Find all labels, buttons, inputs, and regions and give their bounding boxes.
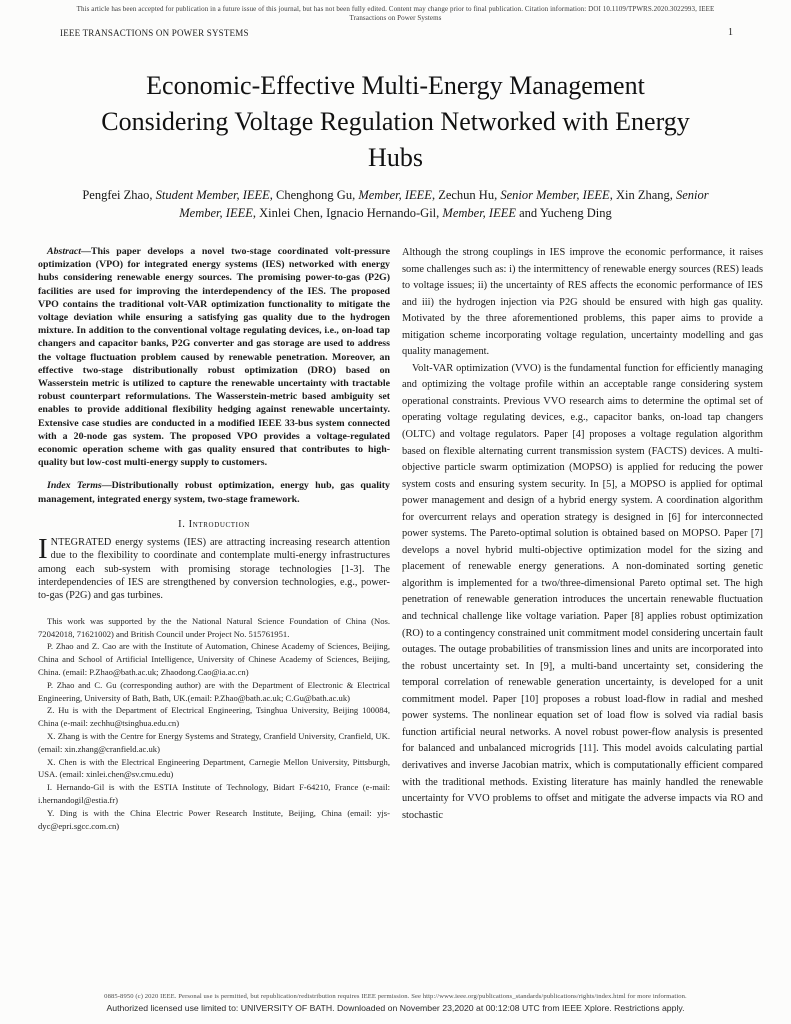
disclaimer-line-1: This article has been accepted for publication in a future issue of this journal, but has not been fully edited. Content may change prior to final publication. Citation information: DOI 10.1109/TPWRS.2020.3022993, IEEE <box>76 5 715 13</box>
section-heading-introduction: I. Introduction <box>178 518 250 530</box>
author-role: Senior Member, IEEE <box>500 188 610 202</box>
index-terms <box>38 479 390 505</box>
drop-cap: I <box>38 532 48 565</box>
copyright-line: 0885-8950 (c) 2020 IEEE. Personal use is permitted, but republication/redistribution requires IEEE permission. See http://www.ieee.org/publications_standards/publications/rights/index.html for more information. <box>104 993 687 1000</box>
acceptance-disclaimer <box>20 5 771 23</box>
footnote-zhao-cao: P. Zhao and Z. Cao are with the Institute of Automation, Chinese Academy of Sciences, Beijing, China and School of Artificial Intelligence, University of Chinese Academy of Sciences, Beijing, China. (email: P.Zhao@bath.ac.uk; Zhaodong.Cao@ia.ac.cn) <box>38 641 390 678</box>
author-line: Pengfei Zhao, Student Member, IEEE, Chenghong Gu, Member, IEEE, Zechun Hu, Senior Member, IEEE, Xin Zhang, Senior Member, IEEE, Xinlei Chen, Ignacio Hernando-Gil, Member, IEEE and Yucheng Ding <box>82 188 709 220</box>
author-role: Senior Member, IEEE <box>179 188 709 220</box>
author-name: Chenghong Gu <box>276 188 353 202</box>
running-head: IEEE TRANSACTIONS ON POWER SYSTEMS <box>60 28 249 38</box>
author-name: Xin Zhang <box>615 188 670 202</box>
footnote-funding: This work was supported by the the National Natural Science Foundation of China (Nos. 72042018, 71621002) and British Council under Project No. 515761951. <box>38 615 390 639</box>
footnote-ding: Y. Ding is with the China Electric Power Research Institute, Beijing, China (email: yjs-dyc@epri.sgcc.com.cn) <box>38 807 390 831</box>
abstract-dash: — <box>81 246 91 257</box>
footnote-zhang: X. Zhang is with the Centre for Energy Systems and Strategy, Cranfield University, Cranfield, UK. (email: xin.zhang@cranfield.ac.uk) <box>38 731 390 754</box>
author-role: Member, IEEE <box>442 206 516 220</box>
author-name: Xinlei Chen <box>259 206 320 220</box>
abstract-label: Abstract <box>47 246 82 257</box>
index-terms-text: Distributionally robust optimization, energy hub, gas quality management, integrated energy system, two-stage framework. <box>38 480 390 505</box>
left-column <box>38 245 390 832</box>
disclaimer-line-2: Transactions on Power Systems <box>349 14 442 22</box>
author-footnotes <box>38 615 390 833</box>
license-line: Authorized licensed use limited to: UNIVERSITY OF BATH. Downloaded on November 23,2020 at 00:12:08 UTC from IEEE Xplore. Restrictions apply. <box>106 1003 685 1013</box>
author-name: Pengfei Zhao <box>82 188 150 202</box>
page-number: 1 <box>728 27 733 38</box>
footnote-zhao-gu: P. Zhao and C. Gu (corresponding author) are with the Department of Electronic & Electrical Engineering, University of Bath, Bath, UK.(email: P.Zhao@bath.ac.uk; C.Gu@bath.ac.uk) <box>38 679 390 703</box>
right-column <box>402 245 763 824</box>
intro-text: energy systems (IES) are attracting increasing research attention due to the flexibility to coordinate and contemplate multi-energy infrastructures among each sub-system with promising storage technologies [1-3]. The interdependencies of IES are strengthened by conversion technologies, e.g., power-to-gas (P2G) and gas turbines. <box>38 536 390 602</box>
author-role: Member, IEEE <box>358 188 432 202</box>
abstract-text: This paper develops a novel two-stage coordinated volt-pressure optimization (VPO) for integrated energy systems (IES) networked with energy hubs considering renewable energy sources. The promising power-to-gas (P2G) facilities are used for improving the interdependency of the IES. The proposed VPO contains the traditional volt-VAR optimization functionality to mitigate the voltage deviation while ensuring a satisfying gas quality due to the hydrogen mixture. In addition to the conventional voltage regulating devices, i.e., on-load tap changers and capacitor banks, P2G converter and gas storage are used to address the voltage fluctuation problem caused by renewable penetration. Moreover, an effective two-stage distributionally robust optimization (DRO) based on Wasserstein metric is utilized to capture the renewable uncertainty with tractable robust counterpart reformulations. The Wasserstein-metric based ambiguity set enables to provide additional flexibility hedging against renewable uncertainty. Extensive case studies are conducted in a modified IEEE 33-bus system connected with a 20-node gas system. The proposed VPO provides a voltage-regulated economic operation scheme with gas quality ensured that contributes to high-quality but low-cost multi-energy supply to customers. <box>38 246 390 469</box>
index-terms-label: Index Terms <box>47 480 102 492</box>
author-role: Student Member, IEEE <box>155 188 270 202</box>
body-paragraph-2: Volt-VAR optimization (VVO) is the fundamental function for efficiently managing and optimizing the voltage profile within an acceptable range considering system operational constraints. Previous VVO research aims to determine the optimal set of operating voltage regulating devices, e.g., capacitor banks, on-load tap changers (OLTC) and voltage regulators. Paper [4] proposes a voltage regulation algorithm based on flexible alternating current transmission system (FACTS) devices. A multi-objective particle swarm optimization (MOPSO) is applied for reducing the power system costs and ensuring system security. In [5], a MOPSO is applied for optimal power management and design of a hybrid energy system. A coordination algorithm for overcurrent relays and operation strategy is designed in [6] for interconnected power systems. The Pareto-optimal solution is obtained based on MOPSO. Paper [7] develops a novel hybrid multi-objective optimization model for the sizing and placement of renewable energy generations. A non-dominated sorting genetic algorithm is implemented for a two/three-dimensional Pareto optimal set. The high penetration of renewable generation introduces the uncertain renewable fluctuation and technical challenge like voltage variation. Paper [8] applies robust optimization (RO) to a contingency constrained unit commitment model considering uncertain fault outages. The outage probabilities of transmission lines and units are incorporated into the robust uncertainty set. In [9], a multi-band uncertainty set, considering the temporal correlation of renewable generation uncertainty, is developed for a unit commitment model. Paper [10] proposes a robust load-flow in radial and meshed power systems. The nonlinear equation set of load flow is solved via radial basis function artificial neural networks. A novel robust power-flow analysis is presented for balanced and unbalanced microgrids [11]. This model avoids calculating partial derivatives and inverse Jacobian matrix, which is computationally efficient compared with the traditional methods. Existing literature has mainly handled the renewable uncertainty for VVO problems to offset and mitigate the adverse impacts via RO and stochastic <box>402 362 763 821</box>
introduction-paragraph <box>38 532 390 603</box>
index-terms-dash: — <box>101 480 112 492</box>
intro-smallcaps: NTEGRATED <box>50 536 112 548</box>
body-paragraph-1: Although the strong couplings in IES improve the economic performance, it raises some challenges such as: i) the intermittency of renewable energy sources (RES) leads to voltage issues; ii) the uncertainty of RES affects the economic performance of IES and iii) the hydrogen injection via P2G should be ensured with high gas quality. Motivated by the three aforementioned problems, this paper aims to provide a mitigation scheme incorporating voltage regulation, uncertainty modelling and gas quality management. <box>402 247 763 358</box>
footnote-hernando-gil: I. Hernando-Gil is with the ESTIA Institute of Technology, Bidart F-64210, France (e-mail: i.hernandogil@estia.fr) <box>38 782 390 806</box>
footnote-chen: X. Chen is with the Electrical Engineering Department, Carnegie Mellon University, Pittsburgh, USA. (email: xinlei.chen@sv.cmu.edu) <box>38 756 390 780</box>
abstract <box>38 245 390 469</box>
author-name: Ignacio Hernando-Gil <box>326 206 437 220</box>
author-name: Yucheng Ding <box>539 206 612 220</box>
author-name: Zechun Hu <box>438 188 495 202</box>
paper-title: Economic-Effective Multi-Energy Management Considering Voltage Regulation Networked with Energy Hubs <box>101 71 690 172</box>
footnote-hu: Z. Hu is with the Department of Electrical Engineering, Tsinghua University, Beijing 100084, China (e-mail: zechhu@tsinghua.edu.cn) <box>38 705 390 729</box>
